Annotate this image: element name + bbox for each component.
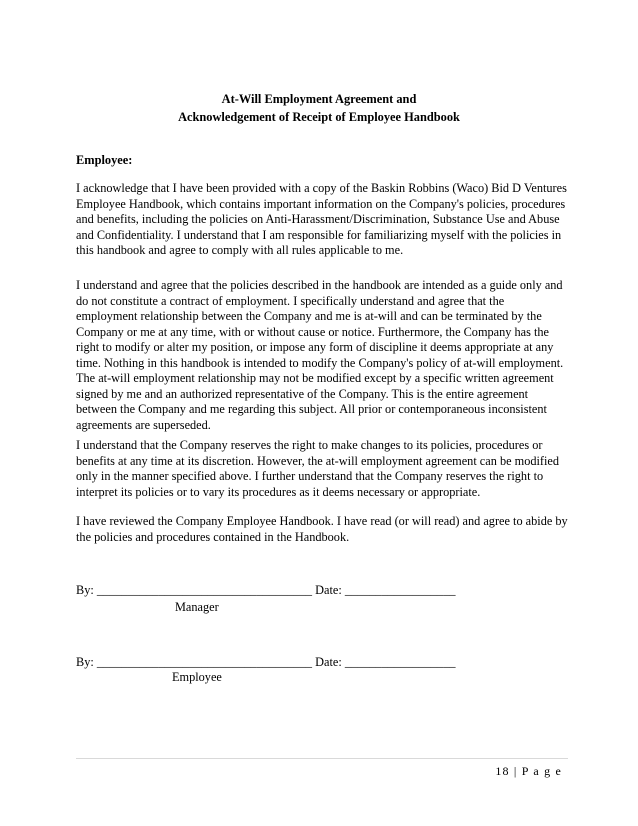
paragraph-at-will: I understand and agree that the policies described in the handbook are intended as a guide only and do not constitute a contract of employment. I specifically understand and agree that the employment relationship between the Company and me is at-will and can be terminated by the Company or me at any time, with or without cause or notice. Furthermore, the Company has the right to modify or alter my position, or impose any form of discipline it deems appropriate at any time. Nothing in this handbook is intended to modify the Company's policy of at-will employment. The at-will employment relationship may not be modified except by a specific written agreement signed by me and an authorized representative of the Company. This is the entire agreement between the Company and me regarding this subject. All prior or contemporaneous inconsistent agreements are superseded. <box>76 278 564 432</box>
manager-role-label: Manager <box>175 600 219 614</box>
paragraph-review: I have reviewed the Company Employee Handbook. I have read (or will read) and agree to abide by the policies and procedures contained in the Handbook. <box>76 514 568 544</box>
employee-label: Employee: <box>76 153 133 167</box>
employee-signature-line: By: ___________________________________ Date: __________________ <box>76 655 456 669</box>
paragraph-acknowledgement: I acknowledge that I have been provided with a copy of the Baskin Robbins (Waco) Bid D Ventures Employee Handbook, which contains important information on the Company's policies, procedures and benefits, including the policies on Anti-Harassment/Discrimination, Substance Use and Abuse and Confidentiality. I understand that I am responsible for familiarizing myself with the policies in this handbook and agree to comply with all rules applicable to me. <box>76 181 567 257</box>
paragraph-policy-changes: I understand that the Company reserves the right to make changes to its policies, procedures or benefits at any time at its discretion. However, the at-will employment agreement can be modified only in the manner specified above. I further understand that the Company reserves the right to interpret its policies or to vary its procedures as it deems necessary or appropriate. <box>76 438 560 499</box>
page-number: 18 | P a g e <box>495 764 562 778</box>
document-title-line-2: Acknowledgement of Receipt of Employee Handbook <box>178 110 460 124</box>
footer-divider <box>76 758 568 759</box>
manager-signature-line: By: ___________________________________ Date: __________________ <box>76 583 456 597</box>
employee-role-label: Employee <box>172 670 222 684</box>
document-title-line-1: At-Will Employment Agreement and <box>221 92 417 106</box>
